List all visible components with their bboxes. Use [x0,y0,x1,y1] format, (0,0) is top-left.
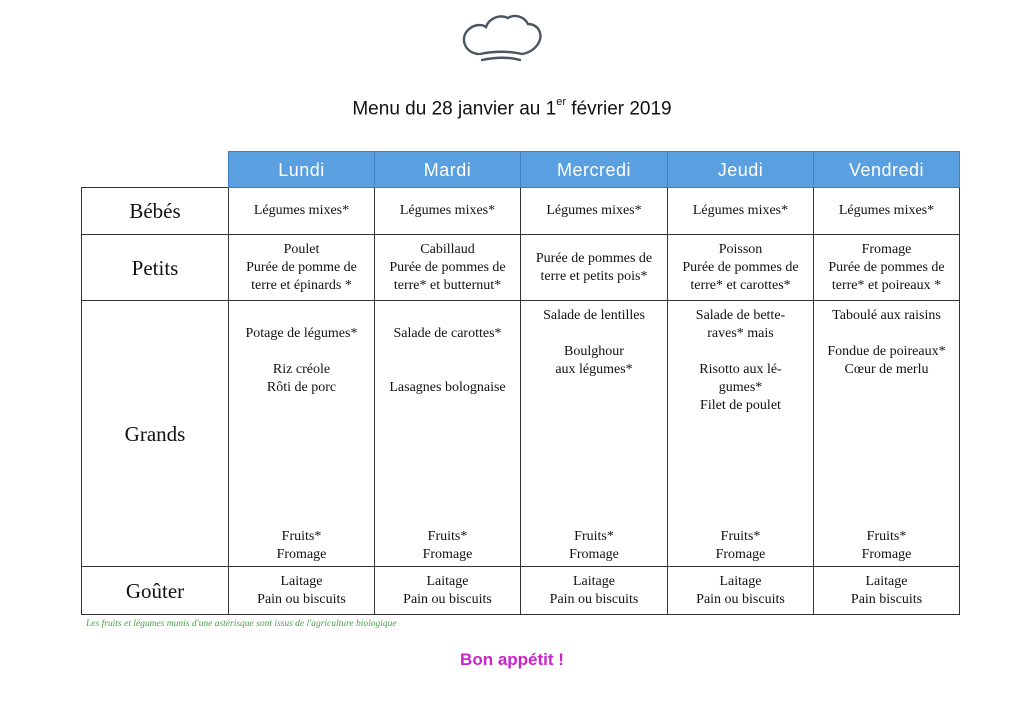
cell-petits [229,235,375,301]
menu-item-line: Salade de lentilles [543,308,645,323]
cell-petits [521,235,668,301]
line-gap [521,325,667,343]
menu-item-line: Risotto aux lé- [699,362,782,377]
cell-grands-dessert [375,523,521,567]
menu-item-line: Cabillaud [420,241,475,257]
menu-item-line: Légumes mixes* [692,203,789,218]
row-grands-meals [82,301,960,523]
menu-item-line: Fromage [715,547,766,562]
menu-table [81,151,960,615]
cell-petits [375,235,521,301]
cell-gouter [521,567,668,615]
menu-item-line: Riz créole [272,362,331,377]
day-header-row [82,152,960,188]
menu-item-line: Fondue de poireaux* [827,344,946,359]
menu-item-line: Laitage [426,573,469,589]
menu-item-line: Lasagnes bolognaise [389,380,506,395]
cell-grands-meal [375,301,521,523]
cell-grands-meal [814,301,960,523]
cell-bebes [668,188,814,235]
cell-petits [814,235,960,301]
menu-item-line: Purée de pomme de [246,259,357,275]
line-gap [375,343,520,361]
menu-item-line: Légumes mixes* [253,203,350,218]
menu-item-line: Fromage [422,547,473,562]
menu-item-line: Pain ou biscuits [549,591,639,607]
menu-item-line: Fromage [861,241,912,257]
organic-footnote: Les fruits et légumes munis d'une astérisque sont issus de l'agriculture biologique [86,619,397,629]
day-header-vendredi: Vendredi [814,152,960,188]
menu-item-line: Purée de pommes de [535,250,653,266]
menu-item-line: aux légumes* [555,362,633,377]
row-bebes [82,188,960,235]
row-label-petits: Petits [82,235,229,301]
menu-item-line: Pain ou biscuits [257,591,346,607]
menu-item-line: Laitage [280,573,323,589]
line-gap [814,325,959,343]
menu-item-line: Fruits* [866,529,907,544]
menu-item-line: terre* et carottes* [690,277,791,293]
day-header-lundi: Lundi [229,152,375,188]
menu-item-line: Fruits* [427,529,468,544]
cell-bebes [814,188,960,235]
menu-item-line: Purée de pommes de [828,259,945,275]
menu-item-line: terre* et poireaux * [831,277,942,293]
cell-grands-dessert [229,523,375,567]
cell-bebes [229,188,375,235]
menu-item-line: Poulet [283,241,320,257]
row-label-grands: Grands [82,301,229,567]
day-header-mercredi: Mercredi [521,152,668,188]
line-gap [229,343,374,361]
menu-item-line: Fruits* [281,529,322,544]
menu-item-line: Fruits* [574,529,614,544]
menu-item-line: Boulghour [564,344,624,359]
menu-item-line: Pain biscuits [850,591,923,607]
day-header-jeudi: Jeudi [668,152,814,188]
menu-item-line: Légumes mixes* [399,203,496,218]
cell-bebes [521,188,668,235]
cell-gouter [668,567,814,615]
cell-grands-meal [668,301,814,523]
row-label-bebes: Bébés [82,188,229,235]
day-header-mardi: Mardi [375,152,521,188]
menu-item-line: Fromage [569,547,619,562]
line-gap [375,307,520,325]
menu-item-line: Laitage [719,573,762,589]
menu-item-line: Potage de légumes* [245,326,358,341]
menu-item-line: Purée de pommes de [389,259,506,275]
menu-item-line: terre et petits pois* [540,268,648,284]
row-label-gouter: Goûter [82,567,229,615]
menu-item-line: raves* mais [707,326,774,341]
row-gouter [82,567,960,615]
menu-item-line: Salade de bette- [695,308,786,323]
menu-item-line: Légumes mixes* [838,203,935,218]
menu-item-line: Cœur de merlu [844,362,929,377]
table-corner [82,152,229,188]
menu-item-line: Taboulé aux raisins [832,308,941,323]
chef-hat-icon [458,10,544,66]
cell-grands-dessert [668,523,814,567]
cell-gouter [814,567,960,615]
menu-item-line: Fruits* [720,529,761,544]
cell-gouter [229,567,375,615]
menu-item-line: Fromage [861,547,912,562]
menu-item-line: Laitage [865,573,908,589]
menu-item-line: Poisson [718,241,763,257]
menu-item-line: Pain ou biscuits [403,591,492,607]
cell-grands-dessert [814,523,960,567]
menu-item-line: terre* et butternut* [393,277,502,293]
row-petits [82,235,960,301]
menu-item-line: Pain ou biscuits [696,591,785,607]
menu-item-line: Fromage [276,547,327,562]
line-gap [229,307,374,325]
menu-item-line: Légumes mixes* [546,203,642,218]
line-gap [668,343,813,361]
menu-item-line: Filet de poulet [700,398,781,413]
closing-message: Bon appétit ! [460,650,564,669]
cell-petits [668,235,814,301]
line-gap [375,361,520,379]
menu-item-line: Salade de carottes* [393,326,502,341]
cell-grands-meal [521,301,668,523]
cell-grands-meal [229,301,375,523]
menu-item-line: Rôti de porc [266,380,337,395]
menu-item-line: Laitage [573,573,615,589]
cell-bebes [375,188,521,235]
menu-item-line: terre et épinards * [251,277,352,293]
cell-gouter [375,567,521,615]
menu-item-line: Purée de pommes de [682,259,799,275]
cell-grands-dessert [521,523,668,567]
menu-title: Menu du 28 janvier au 1er février 2019 [352,96,672,120]
menu-item-line: gumes* [718,380,763,395]
